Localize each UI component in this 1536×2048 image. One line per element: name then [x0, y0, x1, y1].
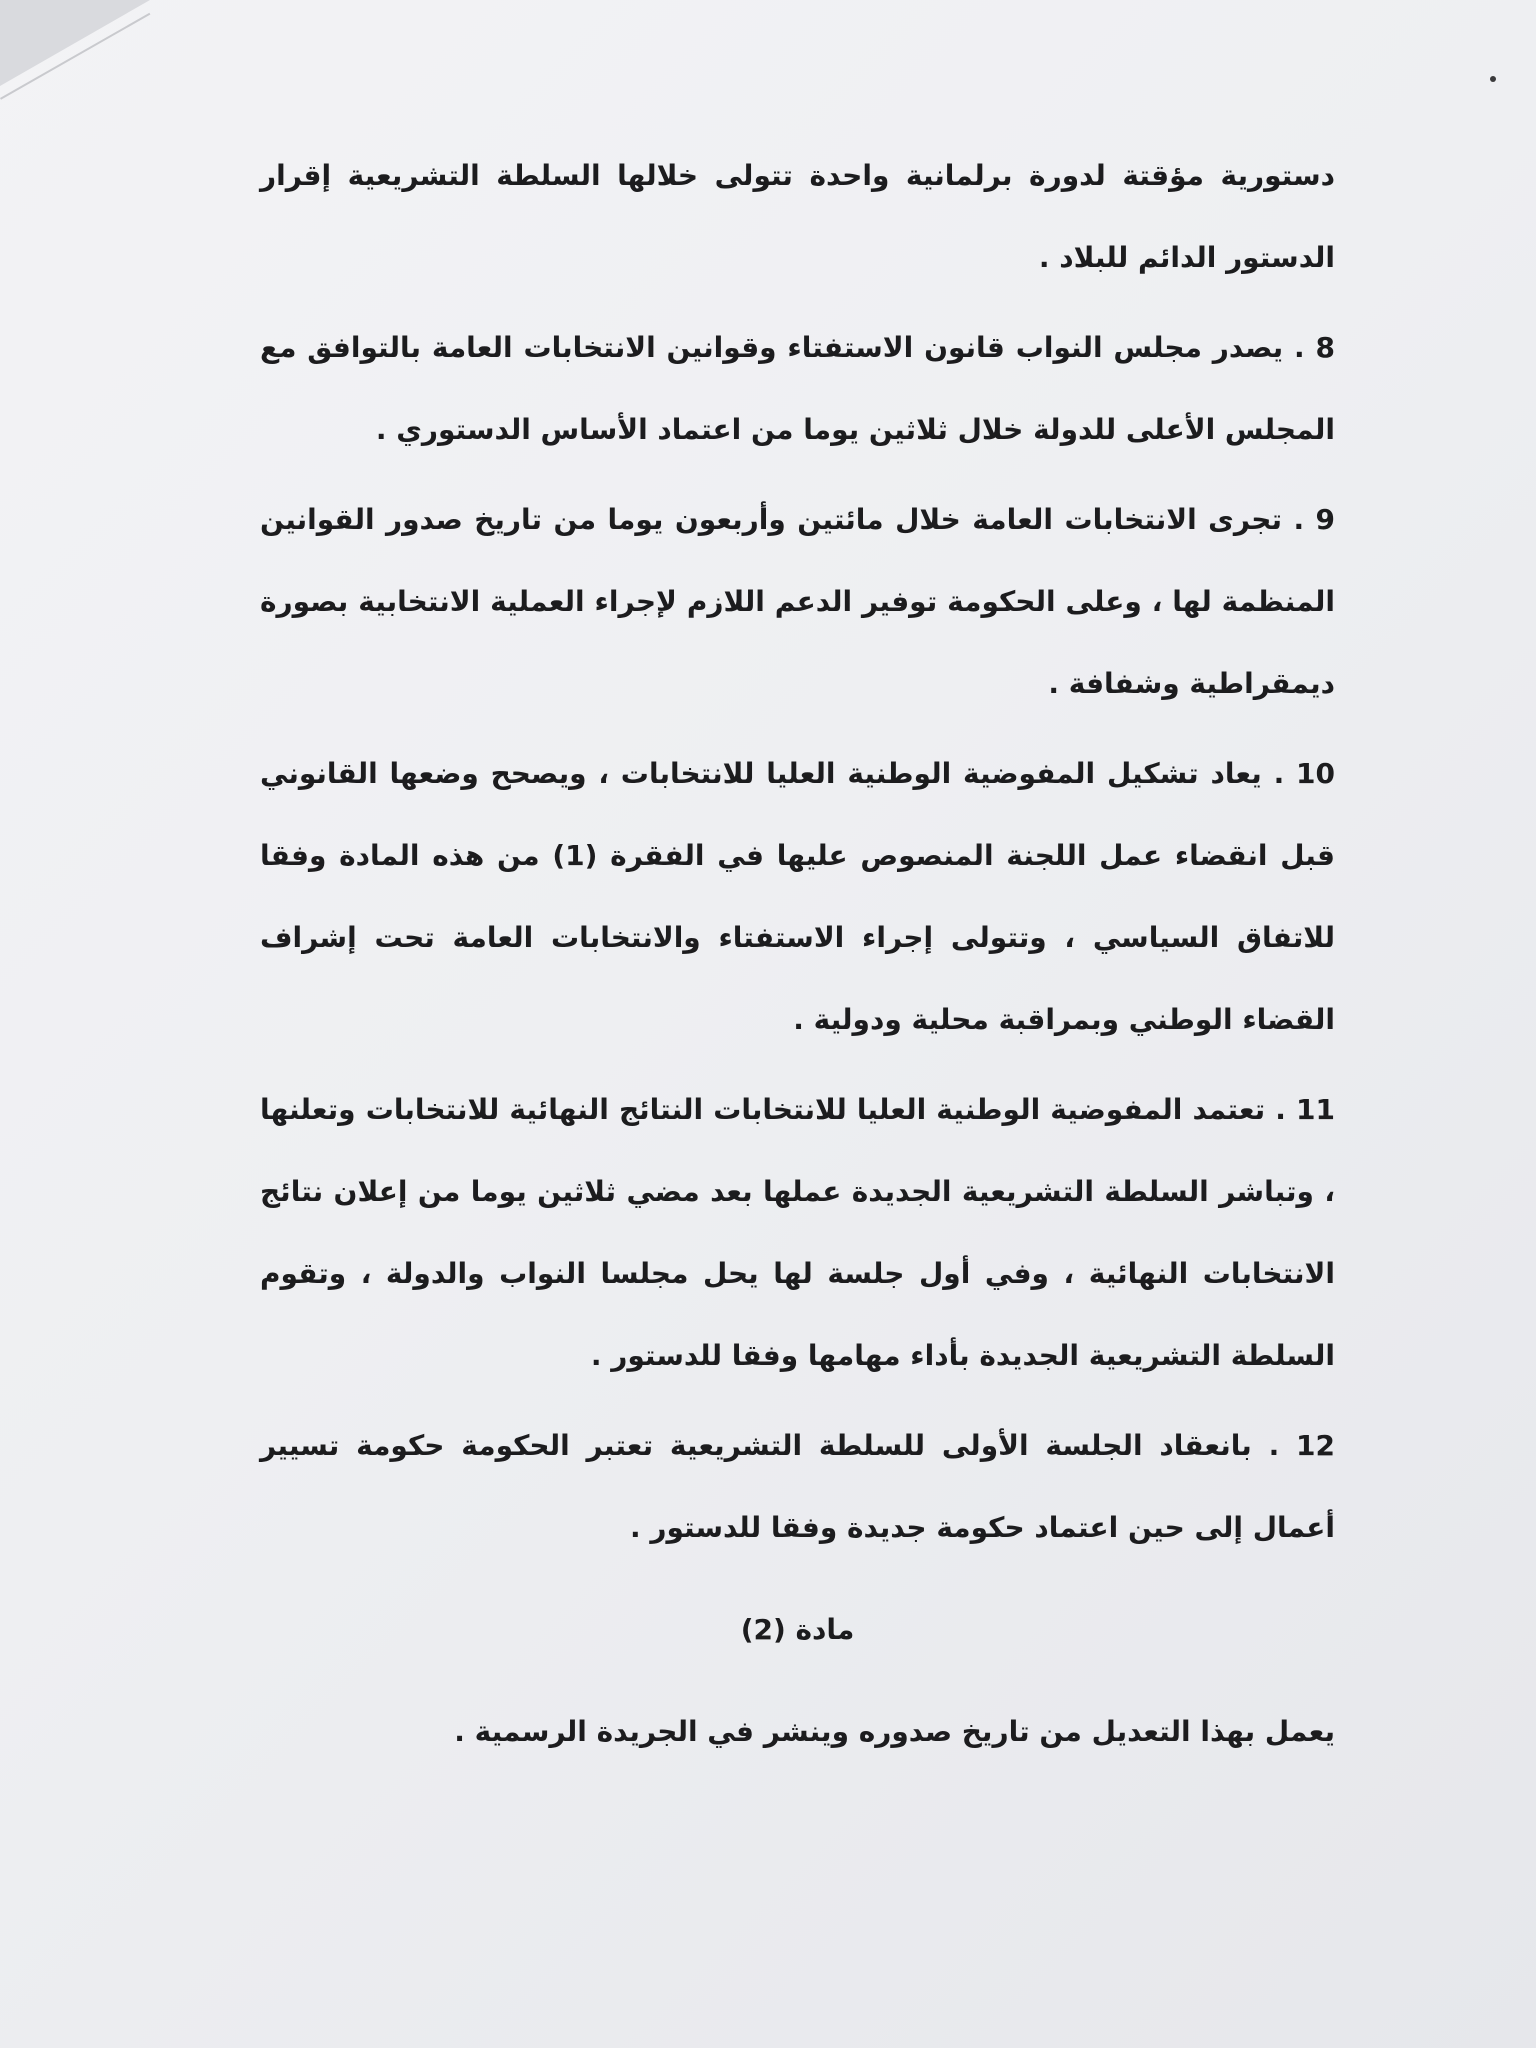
paragraph-number: 11 .	[1275, 1093, 1335, 1126]
paragraph-10	[260, 733, 1335, 1061]
paragraph-number: 10 .	[1273, 757, 1336, 790]
paragraph-12	[260, 1405, 1335, 1569]
paragraph-11	[260, 1069, 1335, 1397]
paragraph-text: بانعقاد الجلسة الأولى للسلطة التشريعية تعتبر الحكومة حكومة تسيير أعمال إلى حين اعتماد حكومة جديدة وفقا للدستور .	[260, 1429, 1335, 1544]
paragraph-number: 9 .	[1293, 503, 1336, 536]
paragraph-8	[260, 307, 1335, 471]
paragraph-text: تجرى الانتخابات العامة خلال مائتين وأربعون يوما من تاريخ صدور القوانين المنظمة لها ، وعلى الحكومة توفير الدعم اللازم لإجراء العملية الانتخابية بصورة ديمقراطية وشفافة .	[260, 503, 1335, 700]
closing-paragraph: يعمل بهذا التعديل من تاريخ صدوره وينشر في الجريدة الرسمية .	[454, 1715, 1335, 1748]
paragraph-text: دستورية مؤقتة لدورة برلمانية واحدة تتولى خلالها السلطة التشريعية إقرار الدستور الدائم للبلاد .	[260, 159, 1335, 274]
paragraph-text: يعاد تشكيل المفوضية الوطنية العليا للانتخابات ، ويصحح وضعها القانوني قبل انقضاء عمل اللجنة المنصوص عليها في الفقرة (1) من هذه المادة وفقا للاتفاق السياسي ، وتتولى إجراء الاستفتاء والانتخابات العامة تحت إشراف القضاء الوطني وبمراقبة محلية ودولية .	[260, 757, 1335, 1036]
paragraph-number: 12 .	[1268, 1429, 1335, 1462]
article-heading: مادة (2)	[740, 1613, 855, 1646]
paragraph-number: 8 .	[1294, 331, 1336, 364]
folded-page-corner	[0, 0, 150, 86]
paragraph-text: يصدر مجلس النواب قانون الاستفتاء وقوانين الانتخابات العامة بالتوافق مع المجلس الأعلى للدولة خلال ثلاثين يوما من اعتماد الأساس الدستوري .	[260, 331, 1335, 446]
paragraph-text: تعتمد المفوضية الوطنية العليا للانتخابات النتائج النهائية للانتخابات وتعلنها ، وتباشر السلطة التشريعية الجديدة عملها بعد مضي ثلاثين يوما من إعلان نتائج الانتخابات النهائية ، وفي أول جلسة لها يحل مجلسا النواب والدولة ، وتقوم السلطة التشريعية الجديدة بأداء مهامها وفقا للدستور .	[260, 1093, 1335, 1372]
paragraph-9	[260, 479, 1335, 725]
paragraph-continuation	[260, 135, 1335, 299]
document-body	[260, 135, 1335, 1781]
paper-speck	[1490, 76, 1496, 82]
